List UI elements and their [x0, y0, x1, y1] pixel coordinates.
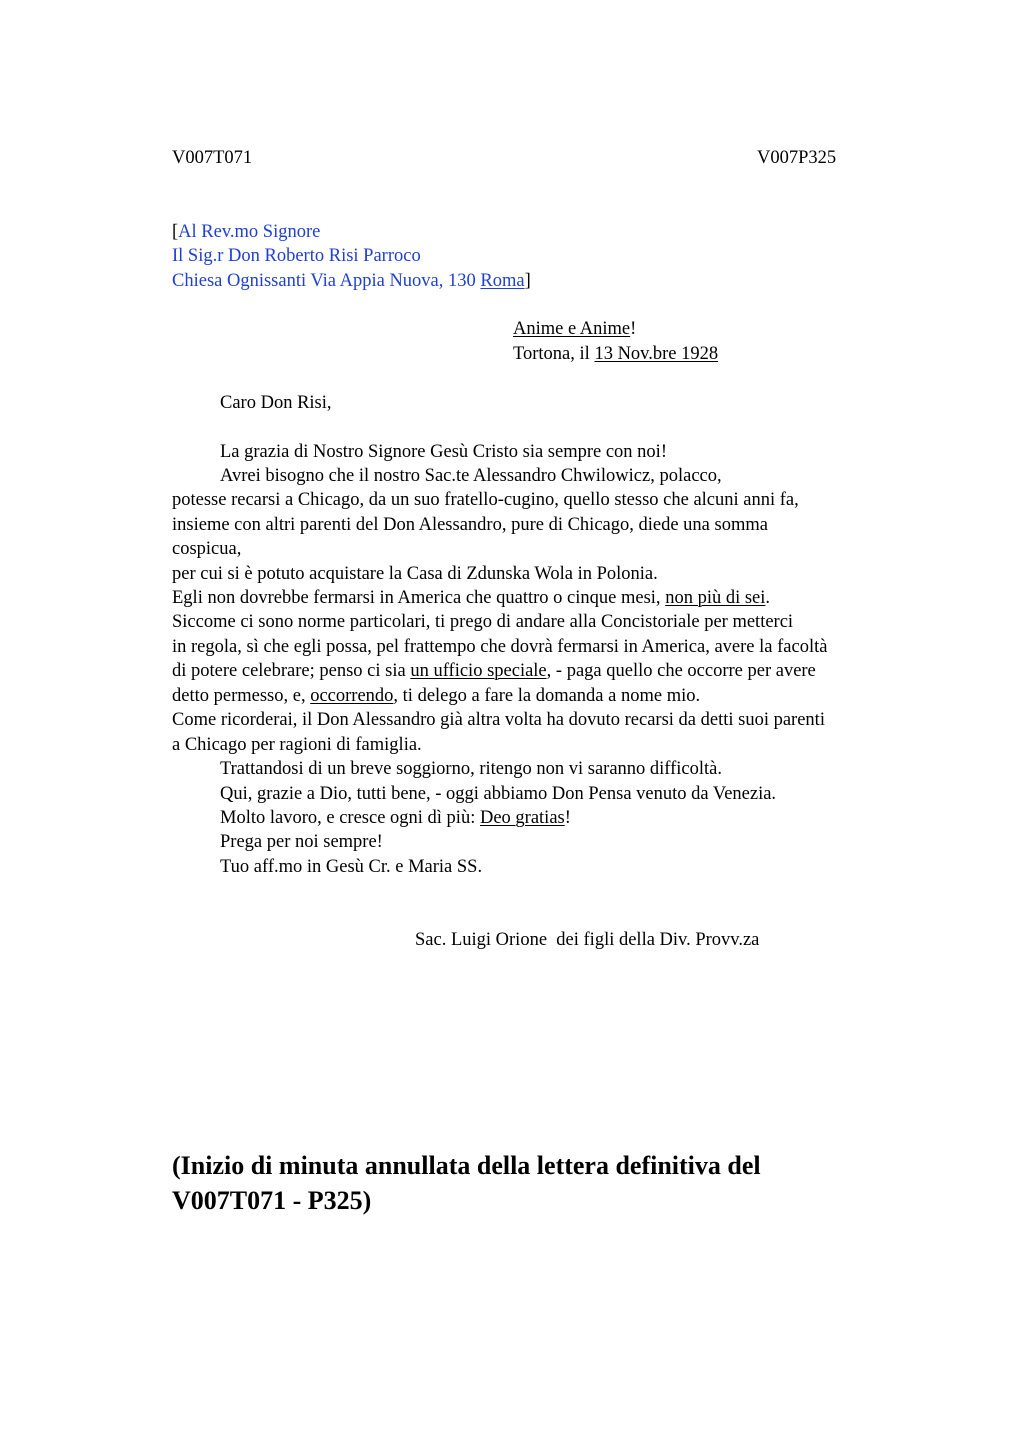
body-line — [172, 588, 770, 609]
body-line: potesse recarsi a Chicago, da un suo fratello-cugino, quello stesso che alcuni anni fa, — [172, 490, 799, 510]
open-bracket: [ — [172, 222, 179, 242]
underlined-text: occorrendo — [310, 686, 394, 706]
text-span: , - paga quello che occorre per avere — [546, 661, 816, 681]
signature: Sac. Luigi Orione dei figli della Div. Provv.za — [415, 930, 760, 950]
body-line: La grazia di Nostro Signore Gesù Cristo sia sempre con noi! — [220, 442, 667, 462]
document-code-left: V007T071 — [172, 148, 253, 168]
text-span: , ti delego a fare la domanda a nome mio. — [393, 686, 701, 706]
underlined-text: un ufficio speciale — [410, 661, 547, 681]
salutation: Caro Don Risi, — [220, 393, 332, 413]
body-line: Prega per noi sempre! — [220, 832, 383, 852]
section-heading — [172, 1148, 761, 1218]
section-heading-line-1: (Inizio di minuta annullata della lettera definitiva del — [172, 1151, 761, 1180]
body-line: a Chicago per ragioni di famiglia. — [172, 735, 422, 755]
place-date-line — [513, 344, 718, 365]
body-line: in regola, sì che egli possa, pel frattempo che dovrà fermarsi in America, avere la facoltà — [172, 637, 828, 657]
text-span: Egli non dovrebbe fermarsi in America che quattro o cinque mesi, — [172, 588, 666, 608]
address-street: Chiesa Ognissanti Via Appia Nuova, 130 — [172, 271, 481, 291]
body-line: cospicua, — [172, 539, 242, 559]
address-line-3 — [172, 271, 531, 292]
body-line: Trattandosi di un breve soggiorno, ritengo non vi saranno difficoltà. — [220, 759, 722, 779]
address-city: Roma — [480, 271, 525, 291]
body-line: insieme con altri parenti del Don Alessandro, pure di Chicago, diede una somma — [172, 515, 768, 535]
motto-suffix: ! — [630, 319, 637, 339]
body-line: Avrei bisogno che il nostro Sac.te Alessandro Chwilowicz, polacco, — [220, 466, 722, 486]
body-line: Siccome ci sono norme particolari, ti prego di andare alla Concistoriale per metterci — [172, 612, 794, 632]
text-span: ! — [564, 808, 571, 828]
body-line: Qui, grazie a Dio, tutti bene, - oggi abbiamo Don Pensa venuto da Venezia. — [220, 784, 777, 804]
underlined-text: non più di sei — [665, 588, 766, 608]
address-recipient-title: Al Rev.mo Signore — [178, 222, 321, 242]
letter-date: 13 Nov.bre 1928 — [594, 344, 719, 364]
body-line — [220, 808, 571, 829]
close-bracket: ] — [524, 271, 531, 291]
text-span: di potere celebrare; penso ci sia — [172, 661, 411, 681]
document-code-right: V007P325 — [757, 148, 837, 168]
section-heading-line-2: V007T071 - P325) — [172, 1186, 372, 1215]
text-span: Molto lavoro, e cresce ogni dì più: — [220, 808, 480, 828]
underlined-text: Deo gratias — [479, 808, 565, 828]
body-line — [172, 661, 816, 682]
body-line: Come ricorderai, il Don Alessandro già altra volta ha dovuto recarsi da detti suoi parenti — [172, 710, 825, 730]
text-span: detto permesso, e, — [172, 686, 311, 706]
text-span: . — [765, 588, 771, 608]
body-line: per cui si è potuto acquistare la Casa di Zdunska Wola in Polonia. — [172, 564, 658, 584]
motto-line — [513, 319, 636, 340]
body-line — [172, 686, 700, 707]
place: Tortona, il — [513, 344, 595, 364]
address-line-1 — [172, 222, 320, 243]
body-line: Tuo aff.mo in Gesù Cr. e Maria SS. — [220, 857, 483, 877]
motto: Anime e Anime — [513, 319, 631, 339]
address-line-2: Il Sig.r Don Roberto Risi Parroco — [172, 246, 421, 266]
